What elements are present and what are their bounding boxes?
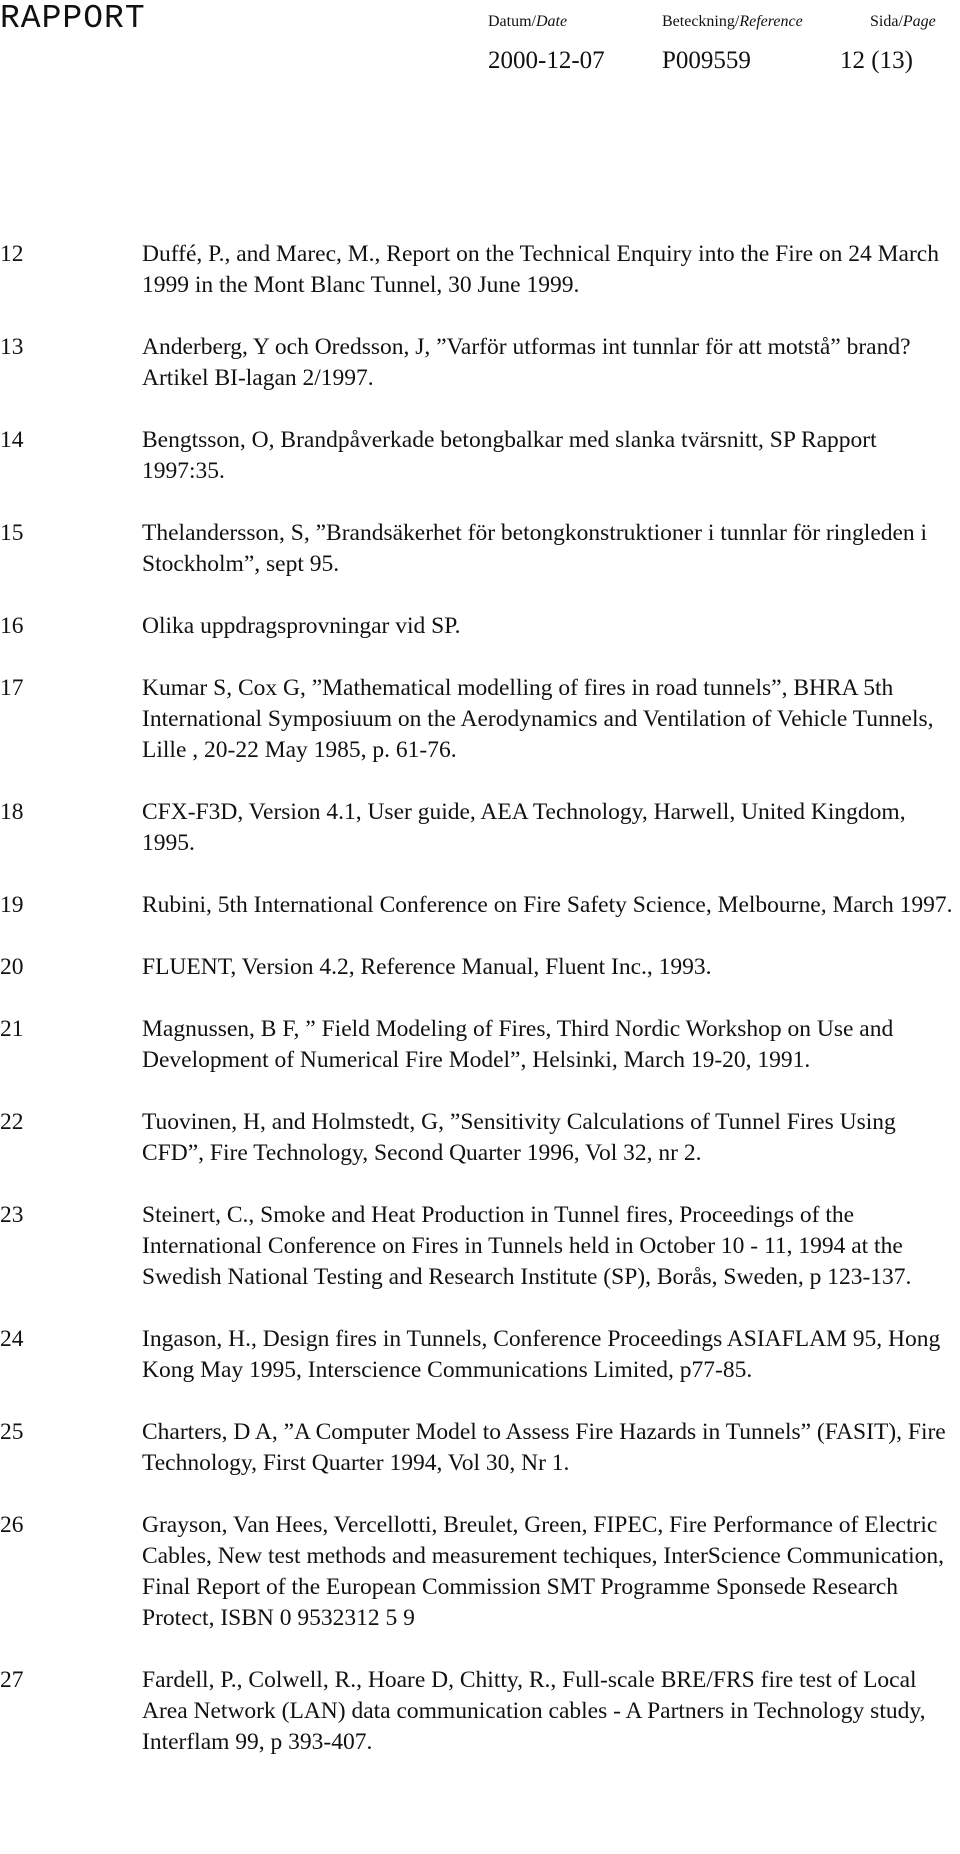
reference-item xyxy=(0,1665,960,1758)
reference-number: 15 xyxy=(0,520,24,546)
reference-item xyxy=(0,1014,960,1076)
document-type-title: RAPPORT xyxy=(0,0,146,37)
reference-text: Thelandersson, S, ”Brandsäkerhet för betongkonstruktioner i tunnlar för ringleden i Stockholm”, sept 95. xyxy=(142,520,928,577)
reference-number: 26 xyxy=(0,1512,24,1538)
reference-number: 25 xyxy=(0,1419,24,1445)
reference-number: 17 xyxy=(0,675,24,701)
reference-number: 16 xyxy=(0,613,24,639)
reference-text: Magnussen, B F, ” Field Modeling of Fires, Third Nordic Workshop on Use and Development of Numerical Fire Model”, Helsinki, March 19-20, 1991. xyxy=(142,1016,894,1073)
reference-text: Rubini, 5th International Conference on Fire Safety Science, Melbourne, March 1997. xyxy=(142,892,953,918)
reference-number: 14 xyxy=(0,427,24,453)
page-header xyxy=(0,0,960,80)
reference-text: Bengtsson, O, Brandpåverkade betongbalkar med slanka tvärsnitt, SP Rapport 1997:35. xyxy=(142,427,877,484)
reference-text: Olika uppdragsprovningar vid SP. xyxy=(142,613,461,639)
reference-text: Fardell, P., Colwell, R., Hoare D, Chitty, R., Full-scale BRE/FRS fire test of Local Area Network (LAN) data communication cables - A Partners in Technology study, Interflam 99, p 393-407. xyxy=(142,1667,926,1755)
reference-item xyxy=(0,1107,960,1169)
page-field xyxy=(840,13,936,75)
date-value: 2000-12-07 xyxy=(488,47,605,74)
reference-list xyxy=(0,239,960,1789)
reference-value: P009559 xyxy=(662,47,751,74)
reference-number: 18 xyxy=(0,799,24,825)
reference-item xyxy=(0,1417,960,1479)
reference-item xyxy=(0,1200,960,1293)
reference-text: Duffé, P., and Marec, M., Report on the Technical Enquiry into the Fire on 24 March 1999 in the Mont Blanc Tunnel, 30 June 1999. xyxy=(142,241,939,298)
reference-text: CFX-F3D, Version 4.1, User guide, AEA Technology, Harwell, United Kingdom, 1995. xyxy=(142,799,906,856)
reference-item xyxy=(0,239,960,301)
reference-item xyxy=(0,952,960,983)
reference-text: Ingason, H., Design fires in Tunnels, Conference Proceedings ASIAFLAM 95, Hong Kong May 1995, Interscience Communications Limited, p77-85. xyxy=(142,1326,941,1383)
reference-text: Charters, D A, ”A Computer Model to Assess Fire Hazards in Tunnels” (FASIT), Fire Technology, First Quarter 1994, Vol 30, Nr 1. xyxy=(142,1419,946,1476)
reference-number: 27 xyxy=(0,1667,24,1693)
page-value: 12 (13) xyxy=(840,47,913,74)
reference-text: Anderberg, Y och Oredsson, J, ”Varför utformas int tunnlar för att motstå” brand? Artikel BI-lagan 2/1997. xyxy=(142,334,911,391)
reference-item xyxy=(0,1510,960,1634)
reference-item xyxy=(0,425,960,487)
reference-item xyxy=(0,518,960,580)
reference-number: 13 xyxy=(0,334,24,360)
page-label: Sida/Page xyxy=(870,13,936,30)
reference-field xyxy=(662,13,803,75)
reference-label: Beteckning/Reference xyxy=(662,13,803,30)
reference-item xyxy=(0,332,960,394)
reference-text: Grayson, Van Hees, Vercellotti, Breulet, Green, FIPEC, Fire Performance of Electric Cables, New test methods and measurement techiques, InterScience Communication, Final Report of the European Commission SMT Programme Sponsede Research Protect, ISBN 0 9532312 5 9 xyxy=(142,1512,945,1631)
reference-number: 12 xyxy=(0,241,24,267)
reference-text: Steinert, C., Smoke and Heat Production in Tunnel fires, Proceedings of the International Conference on Fires in Tunnels held in October 10 - 11, 1994 at the Swedish National Testing and Research Institute (SP), Borås, Sweden, p 123-137. xyxy=(142,1202,912,1290)
reference-item xyxy=(0,797,960,859)
reference-text: FLUENT, Version 4.2, Reference Manual, Fluent Inc., 1993. xyxy=(142,954,712,980)
reference-number: 24 xyxy=(0,1326,24,1352)
date-label: Datum/Date xyxy=(488,13,568,30)
reference-number: 20 xyxy=(0,954,24,980)
reference-item xyxy=(0,890,960,921)
reference-number: 21 xyxy=(0,1016,24,1042)
reference-item xyxy=(0,673,960,766)
reference-number: 23 xyxy=(0,1202,24,1228)
reference-text: Kumar S, Cox G, ”Mathematical modelling of fires in road tunnels”, BHRA 5th International Symposiuum on the Aerodynamics and Ventilation of Vehicle Tunnels, Lille , 20-22 May 1985, p. 61-76. xyxy=(142,675,934,763)
reference-item xyxy=(0,1324,960,1386)
reference-item xyxy=(0,611,960,642)
reference-number: 22 xyxy=(0,1109,24,1135)
reference-text: Tuovinen, H, and Holmstedt, G, ”Sensitivity Calculations of Tunnel Fires Using CFD”, Fire Technology, Second Quarter 1996, Vol 32, nr 2. xyxy=(142,1109,896,1166)
date-field xyxy=(488,13,605,75)
reference-number: 19 xyxy=(0,892,24,918)
